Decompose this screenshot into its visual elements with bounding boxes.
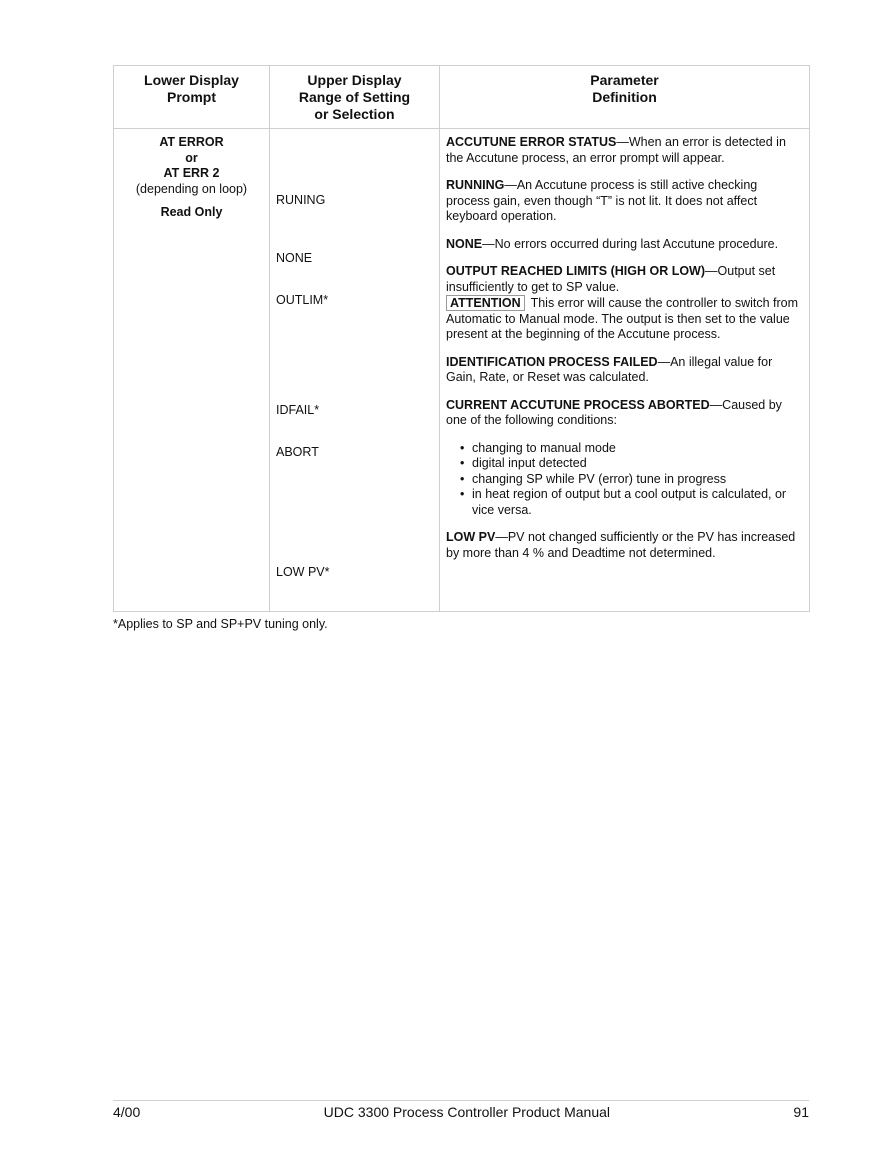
footer-date: 4/00	[113, 1104, 141, 1120]
value-outlim: OUTLIM*	[276, 293, 329, 307]
table-header-row	[114, 66, 810, 129]
prompt-read-only: Read Only	[160, 205, 223, 219]
value-abort: ABORT	[276, 445, 319, 459]
value-idfail: IDFAIL*	[276, 403, 320, 417]
def-abort: CURRENT ACCUTUNE PROCESS ABORTED—Caused by one of the following conditions:	[446, 397, 782, 427]
header-parameter-definition: Parameter Definition	[440, 66, 810, 129]
attention-badge: ATTENTION	[446, 295, 525, 311]
value-low-pv: LOW PV*	[276, 565, 330, 579]
abort-conditions-list	[446, 441, 803, 519]
list-item: • changing to manual mode	[460, 441, 803, 457]
attention-text: This error will cause the controller to switch from Automatic to Manual mode. The output is then set to the value present at the beginning of the Accutune process.	[446, 296, 799, 341]
value-runing: RUNING	[276, 193, 326, 207]
list-item: • digital input detected	[460, 456, 803, 472]
list-item: • in heat region of output but a cool output is calculated, or vice versa.	[460, 487, 803, 518]
prompt-or: or	[185, 150, 198, 165]
header-upper-display: Upper Display Range of Setting or Selection	[270, 66, 440, 129]
def-running: RUNNING—An Accutune process is still active checking process gain, even though “T” is not lit. It does not affect keyboard operation.	[446, 178, 758, 223]
prompt-cell	[114, 129, 270, 612]
parameter-table	[113, 65, 810, 612]
def-outlim: OUTPUT REACHED LIMITS (HIGH OR LOW)—Output set insufficiently to get to SP value. ATTENTION This error will cause the controller to switch from Automatic to Manual mode. The output is then set to the value present at the beginning of the Accutune process.	[446, 264, 799, 341]
footer-divider	[113, 1100, 809, 1101]
list-item: • changing SP while PV (error) tune in progress	[460, 472, 803, 488]
def-idfail: IDENTIFICATION PROCESS FAILED—An illegal value for Gain, Rate, or Reset was calculated.	[446, 354, 773, 384]
prompt-depending: (depending on loop)	[135, 181, 248, 196]
value-none: NONE	[276, 251, 313, 265]
header-lower-display: Lower Display Prompt	[114, 66, 270, 129]
def-low-pv: LOW PV—PV not changed sufficiently or the PV has increased by more than 4 % and Deadtime not determined.	[446, 530, 796, 560]
page-footer	[113, 1104, 809, 1120]
def-accutune-error-status: ACCUTUNE ERROR STATUS—When an error is detected in the Accutune process, an error prompt will appear.	[446, 135, 786, 165]
def-none: NONE—No errors occurred during last Accutune procedure.	[446, 236, 779, 251]
values-cell	[270, 129, 440, 612]
prompt-at-error: AT ERROR	[159, 135, 224, 149]
footnote: *Applies to SP and SP+PV tuning only.	[113, 617, 328, 631]
table-row	[114, 129, 810, 612]
footer-title: UDC 3300 Process Controller Product Manual	[323, 1104, 611, 1120]
definitions-cell	[440, 129, 810, 612]
prompt-at-err-2: AT ERR 2	[163, 166, 220, 180]
page-number: 91	[793, 1104, 809, 1120]
